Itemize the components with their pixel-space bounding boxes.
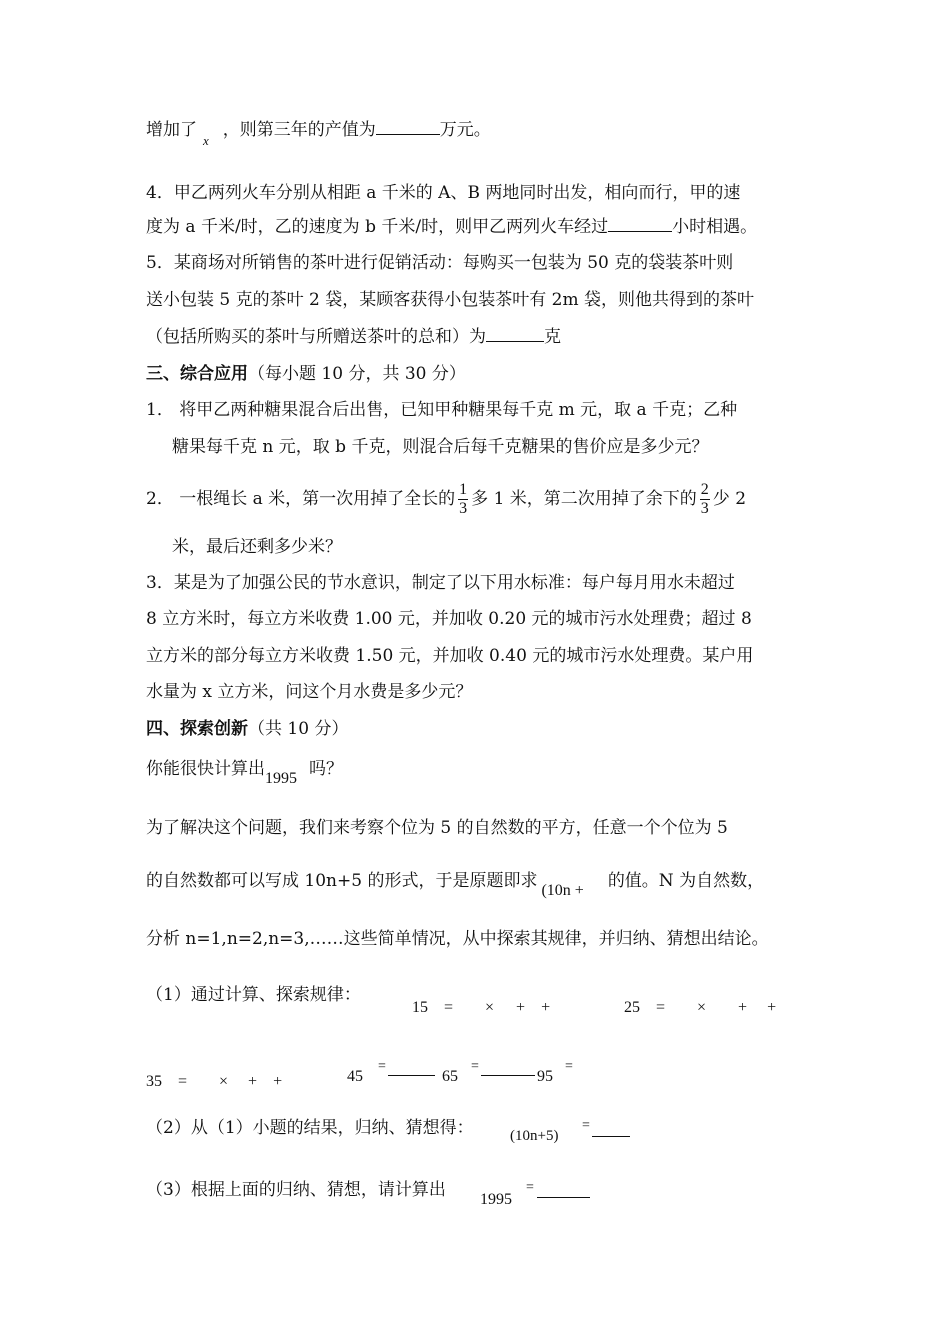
p3-line1: 3．某是为了加强公民的节水意识，制定了以下用水标准：每户每月用水未超过 xyxy=(146,573,735,593)
text: 你能很快计算出 xyxy=(146,759,265,779)
fraction-two-thirds xyxy=(700,481,710,518)
eq-35: 35 = × + + xyxy=(146,1073,283,1090)
p3-line3: 立方米的部分每立方米收费 1.50 元，并加收 0.40 元的城市污水处理费。某户用 xyxy=(146,646,754,666)
denominator: 3 xyxy=(700,500,709,517)
text: 度为 a 千米/时，乙的速度为 b 千米/时，则甲乙两列火车经过 xyxy=(146,217,609,237)
answer-blank xyxy=(376,119,440,135)
step3-label: （3）根据上面的归纳、猜想，请计算出 xyxy=(146,1180,446,1200)
p2-line1 xyxy=(146,479,746,519)
equals-sign: = xyxy=(378,1059,386,1074)
section-title: 三、综合应用 xyxy=(146,364,248,384)
answer-blank xyxy=(388,1075,435,1076)
number-1995: 1995 xyxy=(265,770,297,787)
answer-blank xyxy=(486,326,544,342)
expr-10n-plus-5: (10n+5) xyxy=(510,1128,559,1144)
eq-25: 25 = × + + xyxy=(624,999,777,1016)
q4-line2 xyxy=(146,215,757,239)
p1-line2: 糖果每千克 n 元，取 b 千克，则混合后每千克糖果的售价应是多少元？ xyxy=(172,437,709,457)
text: 2． 一根绳长 a 米，第一次用掉了全长的 xyxy=(146,489,456,509)
text: 万元。 xyxy=(439,120,491,140)
section-note: （每小题 10 分，共 30 分） xyxy=(248,364,466,384)
equals-sign: = xyxy=(471,1059,479,1074)
fraction-one-third xyxy=(458,481,468,518)
p1-line1: 1． 将甲乙两种糖果混合后出售，已知甲种糖果每千克 m 元，取 a 千克；乙种 xyxy=(146,400,738,420)
section-note: （共 10 分） xyxy=(248,719,349,739)
text: 增加了 xyxy=(146,120,197,140)
num-95: 95 xyxy=(537,1068,553,1085)
text: 吗？ xyxy=(309,759,343,779)
denominator: 3 xyxy=(459,500,468,517)
number-1995: 1995 xyxy=(480,1191,512,1208)
equals-sign: = xyxy=(526,1180,534,1195)
section4-heading xyxy=(146,717,348,741)
s4-desc3: 分析 n=1,n=2,n=3,……这些简单情况，从中探索其规律，并归纳、猜想出结论。 xyxy=(146,929,769,949)
text: 小时相遇。 xyxy=(672,217,758,237)
numerator: 1 xyxy=(459,481,468,498)
expr-10n-plus: (10n + xyxy=(541,882,584,899)
var-x: x xyxy=(203,133,209,148)
s4-desc2 xyxy=(146,869,765,899)
p3-line2: 8 立方米时，每立方米收费 1.00 元，并加收 0.20 元的城市污水处理费；超过 8 xyxy=(146,609,752,629)
text: 少 2 xyxy=(712,489,747,509)
text: （包括所购买的茶叶与所赠送茶叶的总和）为 xyxy=(146,327,486,347)
equals-sign: = xyxy=(565,1059,573,1074)
s4-desc1: 为了解决这个问题，我们来考察个位为 5 的自然数的平方，任意一个个位为 5 xyxy=(146,818,728,838)
num-65: 65 xyxy=(442,1068,458,1085)
section3-heading xyxy=(146,362,466,386)
step2-label: （2）从（1）小题的结果，归纳、猜想得： xyxy=(146,1118,474,1138)
q5-line1: 5．某商场对所销售的茶叶进行促销活动：每购买一包装为 50 克的袋装茶叶则 xyxy=(146,253,734,273)
answer-blank xyxy=(537,1197,590,1198)
eq-15: 15 = × + + xyxy=(412,999,551,1016)
s4-question xyxy=(146,757,343,787)
text: 的值。N 为自然数， xyxy=(607,871,765,891)
line-production xyxy=(146,118,491,148)
text: 多 1 米，第二次用掉了余下的 xyxy=(471,489,697,509)
text: 克 xyxy=(544,327,561,347)
text: ，则第三年的产值为 xyxy=(222,120,376,140)
p3-line4: 水量为 x 立方米，问这个月水费是多少元？ xyxy=(146,682,473,702)
q4-line1: 4．甲乙两列火车分别从相距 a 千米的 A、B 两地同时出发，相向而行，甲的速 xyxy=(146,183,741,203)
num-45: 45 xyxy=(347,1068,363,1085)
numerator: 2 xyxy=(700,481,709,498)
section-title: 四、探索创新 xyxy=(146,719,248,739)
p2-line2: 米，最后还剩多少米？ xyxy=(172,537,342,557)
equals-sign: = xyxy=(582,1118,590,1133)
answer-blank xyxy=(481,1075,535,1076)
answer-blank xyxy=(608,216,672,232)
text: 的自然数都可以写成 10n+5 的形式，于是原题即求 xyxy=(146,871,538,891)
answer-blank xyxy=(592,1136,630,1137)
step1-label: （1）通过计算、探索规律： xyxy=(146,985,361,1005)
q5-line3 xyxy=(146,325,561,349)
q5-line2: 送小包装 5 克的茶叶 2 袋，某顾客获得小包装茶叶有 2m 袋，则他共得到的茶叶 xyxy=(146,290,754,310)
